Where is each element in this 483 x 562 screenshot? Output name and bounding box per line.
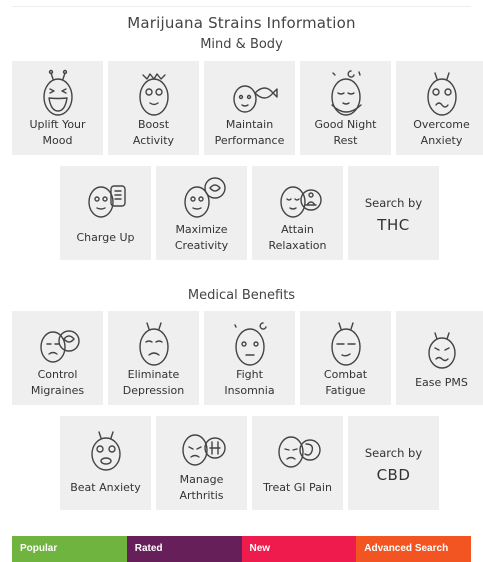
depressed-face-icon — [129, 317, 179, 369]
tile-good-night-rest[interactable] — [300, 61, 391, 155]
nav-advanced-search[interactable]: Advanced Search — [356, 536, 471, 562]
tile-label: Fight Insomnia — [224, 368, 275, 397]
tile-label: Treat GI Pain — [263, 481, 332, 494]
search-by-cbd-button[interactable] — [348, 416, 439, 510]
panic-face-icon — [81, 422, 131, 474]
tile-beat-anxiety[interactable] — [60, 416, 151, 510]
tile-label: Good Night Rest — [314, 118, 377, 147]
search-thc-value: THC — [377, 216, 410, 234]
tile-label: Ease PMS — [415, 376, 468, 389]
medical-benefits-heading: Medical Benefits — [187, 288, 296, 303]
tile-label: Attain Relaxation — [268, 223, 327, 252]
tile-label: Beat Anxiety — [70, 481, 141, 494]
tile-label: Eliminate Depression — [122, 368, 185, 397]
laughing-face-icon — [33, 67, 83, 119]
tile-boost-activity[interactable] — [108, 61, 199, 155]
tile-label: Maintain Performance — [214, 118, 285, 147]
nav-rated[interactable]: Rated — [127, 536, 242, 562]
tile-control-migraines[interactable] — [12, 311, 103, 405]
tile-label: Manage Arthritis — [179, 473, 224, 502]
tile-label: Uplift Your Mood — [29, 118, 86, 147]
pms-face-icon — [417, 317, 467, 369]
battery-face-icon — [81, 172, 131, 224]
tile-label: Overcome Anxiety — [413, 118, 470, 147]
search-cbd-value: CBD — [376, 466, 411, 484]
top-divider — [12, 6, 471, 7]
tile-combat-fatigue[interactable] — [300, 311, 391, 405]
tile-overcome-anxiety[interactable] — [396, 61, 483, 155]
face-with-fish-icon — [225, 67, 275, 119]
arthritis-face-icon — [177, 422, 227, 474]
search-by-label: Search by — [364, 196, 423, 210]
tile-uplift-mood[interactable] — [12, 61, 103, 155]
nav-popular[interactable]: Popular — [12, 536, 127, 562]
tile-label: Combat Fatigue — [323, 368, 368, 397]
tile-charge-up[interactable] — [60, 166, 151, 260]
tired-face-icon — [321, 317, 371, 369]
tile-treat-gi-pain[interactable] — [252, 416, 343, 510]
anxious-face-icon — [417, 67, 467, 119]
tile-label: Charge Up — [76, 231, 135, 244]
insomnia-face-icon — [225, 317, 275, 369]
tile-fight-insomnia[interactable] — [204, 311, 295, 405]
stomach-pain-face-icon — [273, 422, 323, 474]
tile-label: Maximize Creativity — [174, 223, 229, 252]
energized-face-icon — [129, 67, 179, 119]
meditation-face-icon — [273, 172, 323, 224]
tile-label: Control Migraines — [30, 368, 85, 397]
tile-maintain-performance[interactable] — [204, 61, 295, 155]
tile-eliminate-depression[interactable] — [108, 311, 199, 405]
search-by-label: Search by — [364, 446, 423, 460]
sleeping-face-icon — [321, 67, 371, 119]
nav-new[interactable]: New — [242, 536, 357, 562]
tile-manage-arthritis[interactable] — [156, 416, 247, 510]
migraine-face-icon — [33, 317, 83, 369]
tile-ease-pms[interactable] — [396, 311, 483, 405]
tile-maximize-creativity[interactable] — [156, 166, 247, 260]
creative-brain-face-icon — [177, 172, 227, 224]
tile-label: Boost Activity — [132, 118, 175, 147]
search-by-thc-button[interactable] — [348, 166, 439, 260]
tile-attain-relaxation[interactable] — [252, 166, 343, 260]
page-title: Marijuana Strains Information — [127, 14, 356, 32]
mind-body-heading: Mind & Body — [200, 37, 283, 52]
bottom-nav-bar — [12, 536, 471, 562]
